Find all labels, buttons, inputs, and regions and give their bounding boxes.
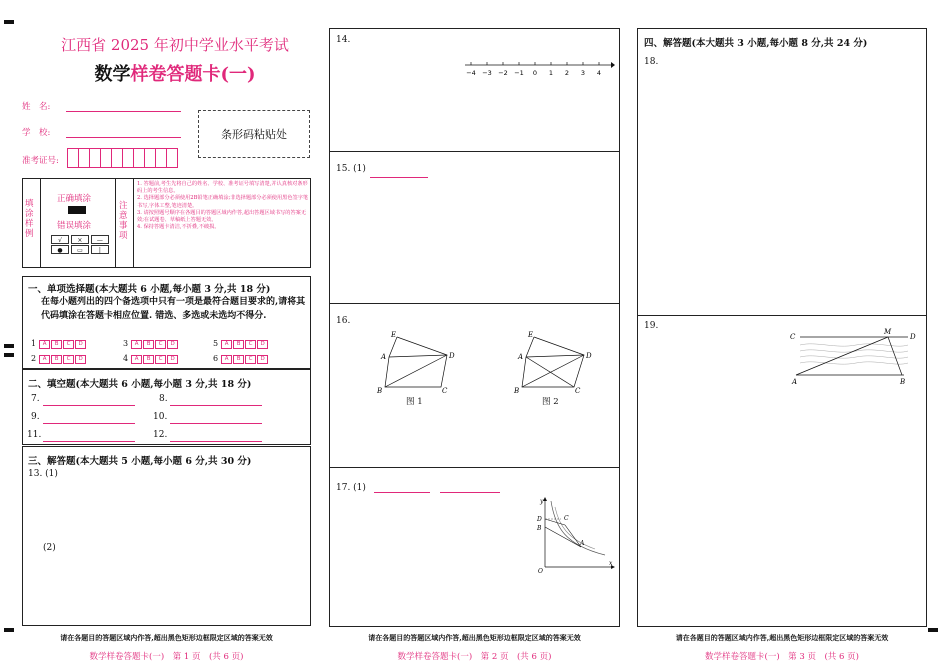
- mc-bubble-c[interactable]: C: [63, 355, 74, 364]
- timing-mark: [4, 353, 14, 357]
- mc-bubble-b[interactable]: B: [143, 355, 154, 364]
- mc-bubble-d[interactable]: D: [257, 355, 268, 364]
- footer-note: 请在各题目的答题区域内作答,超出黑色矩形边框限定区域的答案无效: [675, 633, 889, 642]
- barcode-area: [198, 110, 310, 158]
- mc-question-6: [213, 354, 269, 364]
- section2-box: [22, 369, 311, 445]
- figure-2-caption: 图 2: [542, 397, 559, 407]
- mc-bubble-c[interactable]: C: [63, 340, 74, 349]
- number-line-label: −1: [514, 69, 524, 77]
- svg-text:B: B: [377, 387, 383, 395]
- mc-bubble-a[interactable]: A: [221, 340, 232, 349]
- right-answer-frame: [637, 28, 927, 627]
- section3-box: [22, 446, 311, 626]
- card-title-subject: 数学: [94, 64, 131, 85]
- svg-text:D: D: [586, 352, 592, 360]
- note-item: 4. 保持答题卡清洁,不折叠,不破损。: [137, 224, 220, 231]
- q19-label: 19.: [644, 321, 659, 331]
- number-line-label: 1: [548, 69, 554, 77]
- q16-label: 16.: [336, 316, 351, 326]
- footer-page: 数学样卷答题卡(一) 第 1 页 (共 6 页): [89, 652, 244, 662]
- mc-bubble-a[interactable]: A: [131, 340, 142, 349]
- river-figure: [786, 325, 922, 387]
- footer-note: 请在各题目的答题区域内作答,超出黑色矩形边框限定区域的答案无效: [368, 633, 581, 642]
- mc-bubble-c[interactable]: C: [155, 355, 166, 364]
- svg-text:E: E: [391, 331, 397, 339]
- exam-title: 江西省 2025 年初中学业水平考试: [61, 36, 289, 54]
- mc-question-4: [123, 354, 179, 364]
- correct-fill-label: 正确填涂: [57, 194, 92, 204]
- mc-number: 1: [31, 339, 37, 348]
- mc-bubble-d[interactable]: D: [167, 355, 178, 364]
- svg-text:E: E: [528, 331, 534, 339]
- section1-instructions: 在每小题列出的四个备选项中只有一项是最符合题目要求的,请将其代码填涂在答题卡相应位置. 错选、多选或未选均不得分.: [41, 297, 306, 321]
- school-field[interactable]: [66, 137, 181, 138]
- name-field[interactable]: [66, 111, 181, 112]
- graph-label-b: B: [537, 525, 542, 532]
- mc-bubble-b[interactable]: B: [233, 355, 244, 364]
- middle-answer-frame: [329, 28, 620, 627]
- wrong-fill-samples: √ × — ● ▭ |: [51, 235, 109, 255]
- q17-answer-line-1[interactable]: [374, 492, 430, 493]
- timing-mark: [4, 344, 14, 348]
- svg-text:B: B: [900, 378, 906, 386]
- q13-answer-area[interactable]: [23, 477, 310, 625]
- figure-1-caption: 图 1: [406, 397, 423, 407]
- graph-label-a: A: [580, 540, 585, 547]
- fill-q8-line[interactable]: [170, 405, 262, 406]
- mc-bubble-c[interactable]: C: [245, 355, 256, 364]
- svg-text:A: A: [381, 353, 387, 361]
- mc-number: 5: [213, 339, 219, 348]
- barcode-label: 条形码粘贴处: [221, 128, 287, 141]
- fill-q11-line[interactable]: [43, 441, 135, 442]
- graph-label-d: D: [537, 516, 542, 523]
- section4-title: 四、解答题(本大题共 3 小题,每小题 8 分,共 24 分): [644, 38, 868, 49]
- footer-note: 请在各题目的答题区域内作答,超出黑色矩形边框限定区域的答案无效: [60, 633, 273, 642]
- card-title-main: 样卷答题卡(一): [130, 64, 256, 85]
- svg-text:D: D: [910, 333, 916, 341]
- mc-number: 3: [123, 339, 129, 348]
- mc-bubble-c[interactable]: C: [245, 340, 256, 349]
- fill-q12: 12.: [153, 430, 168, 440]
- mc-bubble-a[interactable]: A: [221, 355, 232, 364]
- graph-label-y: y: [540, 498, 544, 505]
- mc-bubble-a[interactable]: A: [39, 340, 50, 349]
- mc-bubble-a[interactable]: A: [39, 355, 50, 364]
- instructions-box: [22, 178, 311, 268]
- q17-answer-line-2[interactable]: [440, 492, 500, 493]
- q14-label: 14.: [336, 35, 351, 45]
- school-label: 学 校:: [22, 128, 51, 138]
- q18-label: 18.: [644, 57, 659, 67]
- mc-bubble-d[interactable]: D: [75, 340, 86, 349]
- mc-bubble-c[interactable]: C: [155, 340, 166, 349]
- note-item: 3. 请按照题号顺序在各题目的答题区域内作答,超出答题区域书写的答案无效;在试题卷、草稿纸上答题无效。: [137, 209, 307, 224]
- number-line-label: −3: [482, 69, 492, 77]
- timing-mark: [4, 20, 14, 24]
- svg-text:D: D: [449, 352, 455, 360]
- name-label: 姓 名:: [22, 102, 51, 112]
- footer-page: 数学样卷答题卡(一) 第 2 页 (共 6 页): [397, 652, 552, 662]
- id-label: 准考证号:: [22, 156, 59, 166]
- fill-example-label: 填涂样例: [25, 199, 34, 239]
- mc-number: 6: [213, 354, 219, 363]
- number-line: [465, 55, 615, 85]
- footer-page: 数学样卷答题卡(一) 第 3 页 (共 6 页): [705, 652, 859, 662]
- timing-mark: [928, 628, 938, 632]
- q15-label: 15. (1): [336, 164, 366, 174]
- card-title: [40, 60, 310, 86]
- q17-label: 17. (1): [336, 483, 366, 493]
- number-line-label: 3: [580, 69, 586, 77]
- mc-number: 4: [123, 354, 129, 363]
- section2-title: 二、填空题(本大题共 6 小题,每小题 3 分,共 18 分): [28, 379, 252, 390]
- fill-q7-line[interactable]: [43, 405, 135, 406]
- mc-bubble-b[interactable]: B: [51, 355, 62, 364]
- q13-part2: (2): [43, 543, 56, 553]
- mc-number: 2: [31, 354, 37, 363]
- number-line-label: 0: [532, 69, 538, 77]
- number-line-label: −2: [498, 69, 508, 77]
- fill-q11: 11.: [27, 430, 42, 440]
- mc-bubble-b[interactable]: B: [51, 340, 62, 349]
- mc-question-2: [31, 354, 87, 364]
- mc-bubble-d[interactable]: D: [167, 340, 178, 349]
- correct-fill-sample: [68, 206, 86, 214]
- fill-q9-line[interactable]: [43, 423, 135, 424]
- q13-part1: 13. (1): [28, 469, 58, 479]
- svg-text:M: M: [884, 328, 892, 336]
- q15-answer-line[interactable]: [370, 177, 428, 178]
- mc-question-5: [213, 339, 269, 349]
- notes-list: [137, 181, 309, 231]
- id-number-cells[interactable]: [67, 148, 177, 172]
- section1-title: 一、单项选择题(本大题共 6 小题,每小题 3 分,共 18 分): [28, 284, 271, 295]
- mc-question-3: [123, 339, 179, 349]
- fill-q10-line[interactable]: [170, 423, 262, 424]
- graph-label-o: O: [538, 568, 543, 573]
- note-item: 2. 选择题部分必须使用2B铅笔正确填涂;非选择题部分必须使用黑色签字笔书写,字体工整,笔迹清楚。: [137, 195, 309, 209]
- number-line-label: 2: [564, 69, 570, 77]
- svg-text:C: C: [790, 333, 796, 341]
- note-item: 1. 答题前,考生先将自己的姓名、学校、准考证号填写清楚,并认真核对条形码上的考生信息。: [137, 181, 308, 195]
- mc-bubble-a[interactable]: A: [131, 355, 142, 364]
- mc-bubble-b[interactable]: B: [233, 340, 244, 349]
- svg-text:C: C: [575, 387, 581, 395]
- fill-q7: 7.: [31, 394, 40, 404]
- svg-text:A: A: [518, 353, 524, 361]
- timing-mark: [4, 628, 14, 632]
- fill-q10: 10.: [153, 412, 168, 422]
- notes-label: 注意事项: [119, 201, 128, 241]
- mc-bubble-b[interactable]: B: [143, 340, 154, 349]
- graph-label-c: C: [564, 515, 569, 522]
- svg-text:A: A: [792, 378, 798, 386]
- number-line-label: 4: [596, 69, 602, 77]
- fill-q12-line[interactable]: [170, 441, 262, 442]
- number-line-label: −4: [466, 69, 476, 77]
- mc-question-1: [31, 339, 87, 349]
- svg-text:C: C: [442, 387, 448, 395]
- fill-q8: 8.: [159, 394, 168, 404]
- section1-box: [22, 276, 311, 369]
- function-graph: [535, 497, 615, 573]
- mc-bubble-d[interactable]: D: [75, 355, 86, 364]
- svg-text:B: B: [514, 387, 520, 395]
- fill-q9: 9.: [31, 412, 40, 422]
- mc-bubble-d[interactable]: D: [257, 340, 268, 349]
- section3-title: 三、解答题(本大题共 5 小题,每小题 6 分,共 30 分): [28, 456, 252, 467]
- graph-label-x: x: [609, 560, 613, 567]
- wrong-fill-label: 错误填涂: [57, 221, 92, 231]
